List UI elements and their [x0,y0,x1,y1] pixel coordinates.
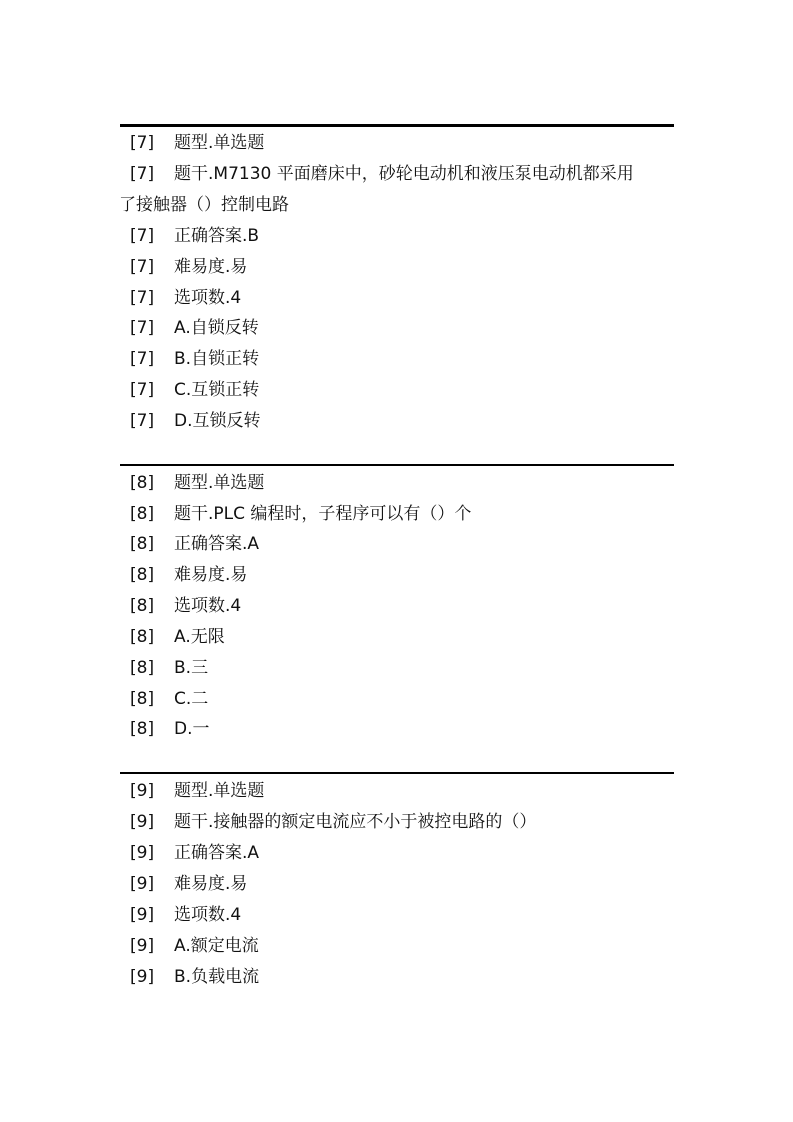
option-b: B.三 [174,658,209,678]
option-a: A.额定电流 [174,936,259,956]
option-count: 选项数.4 [174,905,242,925]
question-tag: [7] [130,411,155,431]
question-tag: [8] [130,504,155,524]
question-tag: [9] [130,905,155,925]
question-stem-continued: 了接触器（）控制电路 [119,195,289,215]
question-tag: [8] [130,658,155,678]
question-tag: [9] [130,874,155,894]
option-b: B.自锁正转 [174,349,260,369]
question-tag: [9] [130,812,155,832]
difficulty: 难易度.易 [174,257,248,277]
question-tag: [7] [130,133,155,153]
question-tag: [8] [130,534,155,554]
correct-answer: 正确答案.A [174,534,260,554]
correct-answer: 正确答案.A [174,843,260,863]
question-tag: [9] [130,781,155,801]
question-tag: [7] [130,380,155,400]
difficulty: 难易度.易 [174,565,248,585]
section-divider [120,772,674,774]
question-stem: 题干.M7130 平面磨床中，砂轮电动机和液压泵电动机都采用 [174,164,634,184]
correct-answer: 正确答案.B [174,226,260,246]
option-a: A.无限 [174,627,225,647]
question-tag: [8] [130,565,155,585]
section-divider [120,124,674,127]
question-tag: [7] [130,318,155,338]
question-tag: [7] [130,226,155,246]
question-stem: 题干.PLC 编程时，子程序可以有（）个 [174,504,472,524]
question-tag: [9] [130,967,155,987]
question-tag: [7] [130,288,155,308]
option-count: 选项数.4 [174,288,242,308]
question-tag: [7] [130,164,155,184]
option-a: A.自锁反转 [174,318,259,338]
question-tag: [8] [130,473,155,493]
question-type: 题型.单选题 [174,781,265,801]
section-divider [120,464,674,466]
question-tag: [7] [130,349,155,369]
question-type: 题型.单选题 [174,133,265,153]
question-tag: [8] [130,689,155,709]
question-tag: [9] [130,843,155,863]
question-tag: [8] [130,719,155,739]
question-tag: [7] [130,257,155,277]
difficulty: 难易度.易 [174,874,248,894]
question-stem: 题干.接触器的额定电流应不小于被控电路的（） [174,812,537,832]
option-b: B.负载电流 [174,967,260,987]
question-tag: [8] [130,627,155,647]
question-tag: [8] [130,596,155,616]
option-d: D.互锁反转 [174,411,261,431]
option-d: D.一 [174,719,210,739]
option-c: C.二 [174,689,209,709]
question-tag: [9] [130,936,155,956]
option-count: 选项数.4 [174,596,242,616]
question-type: 题型.单选题 [174,473,265,493]
option-c: C.互锁正转 [174,380,260,400]
